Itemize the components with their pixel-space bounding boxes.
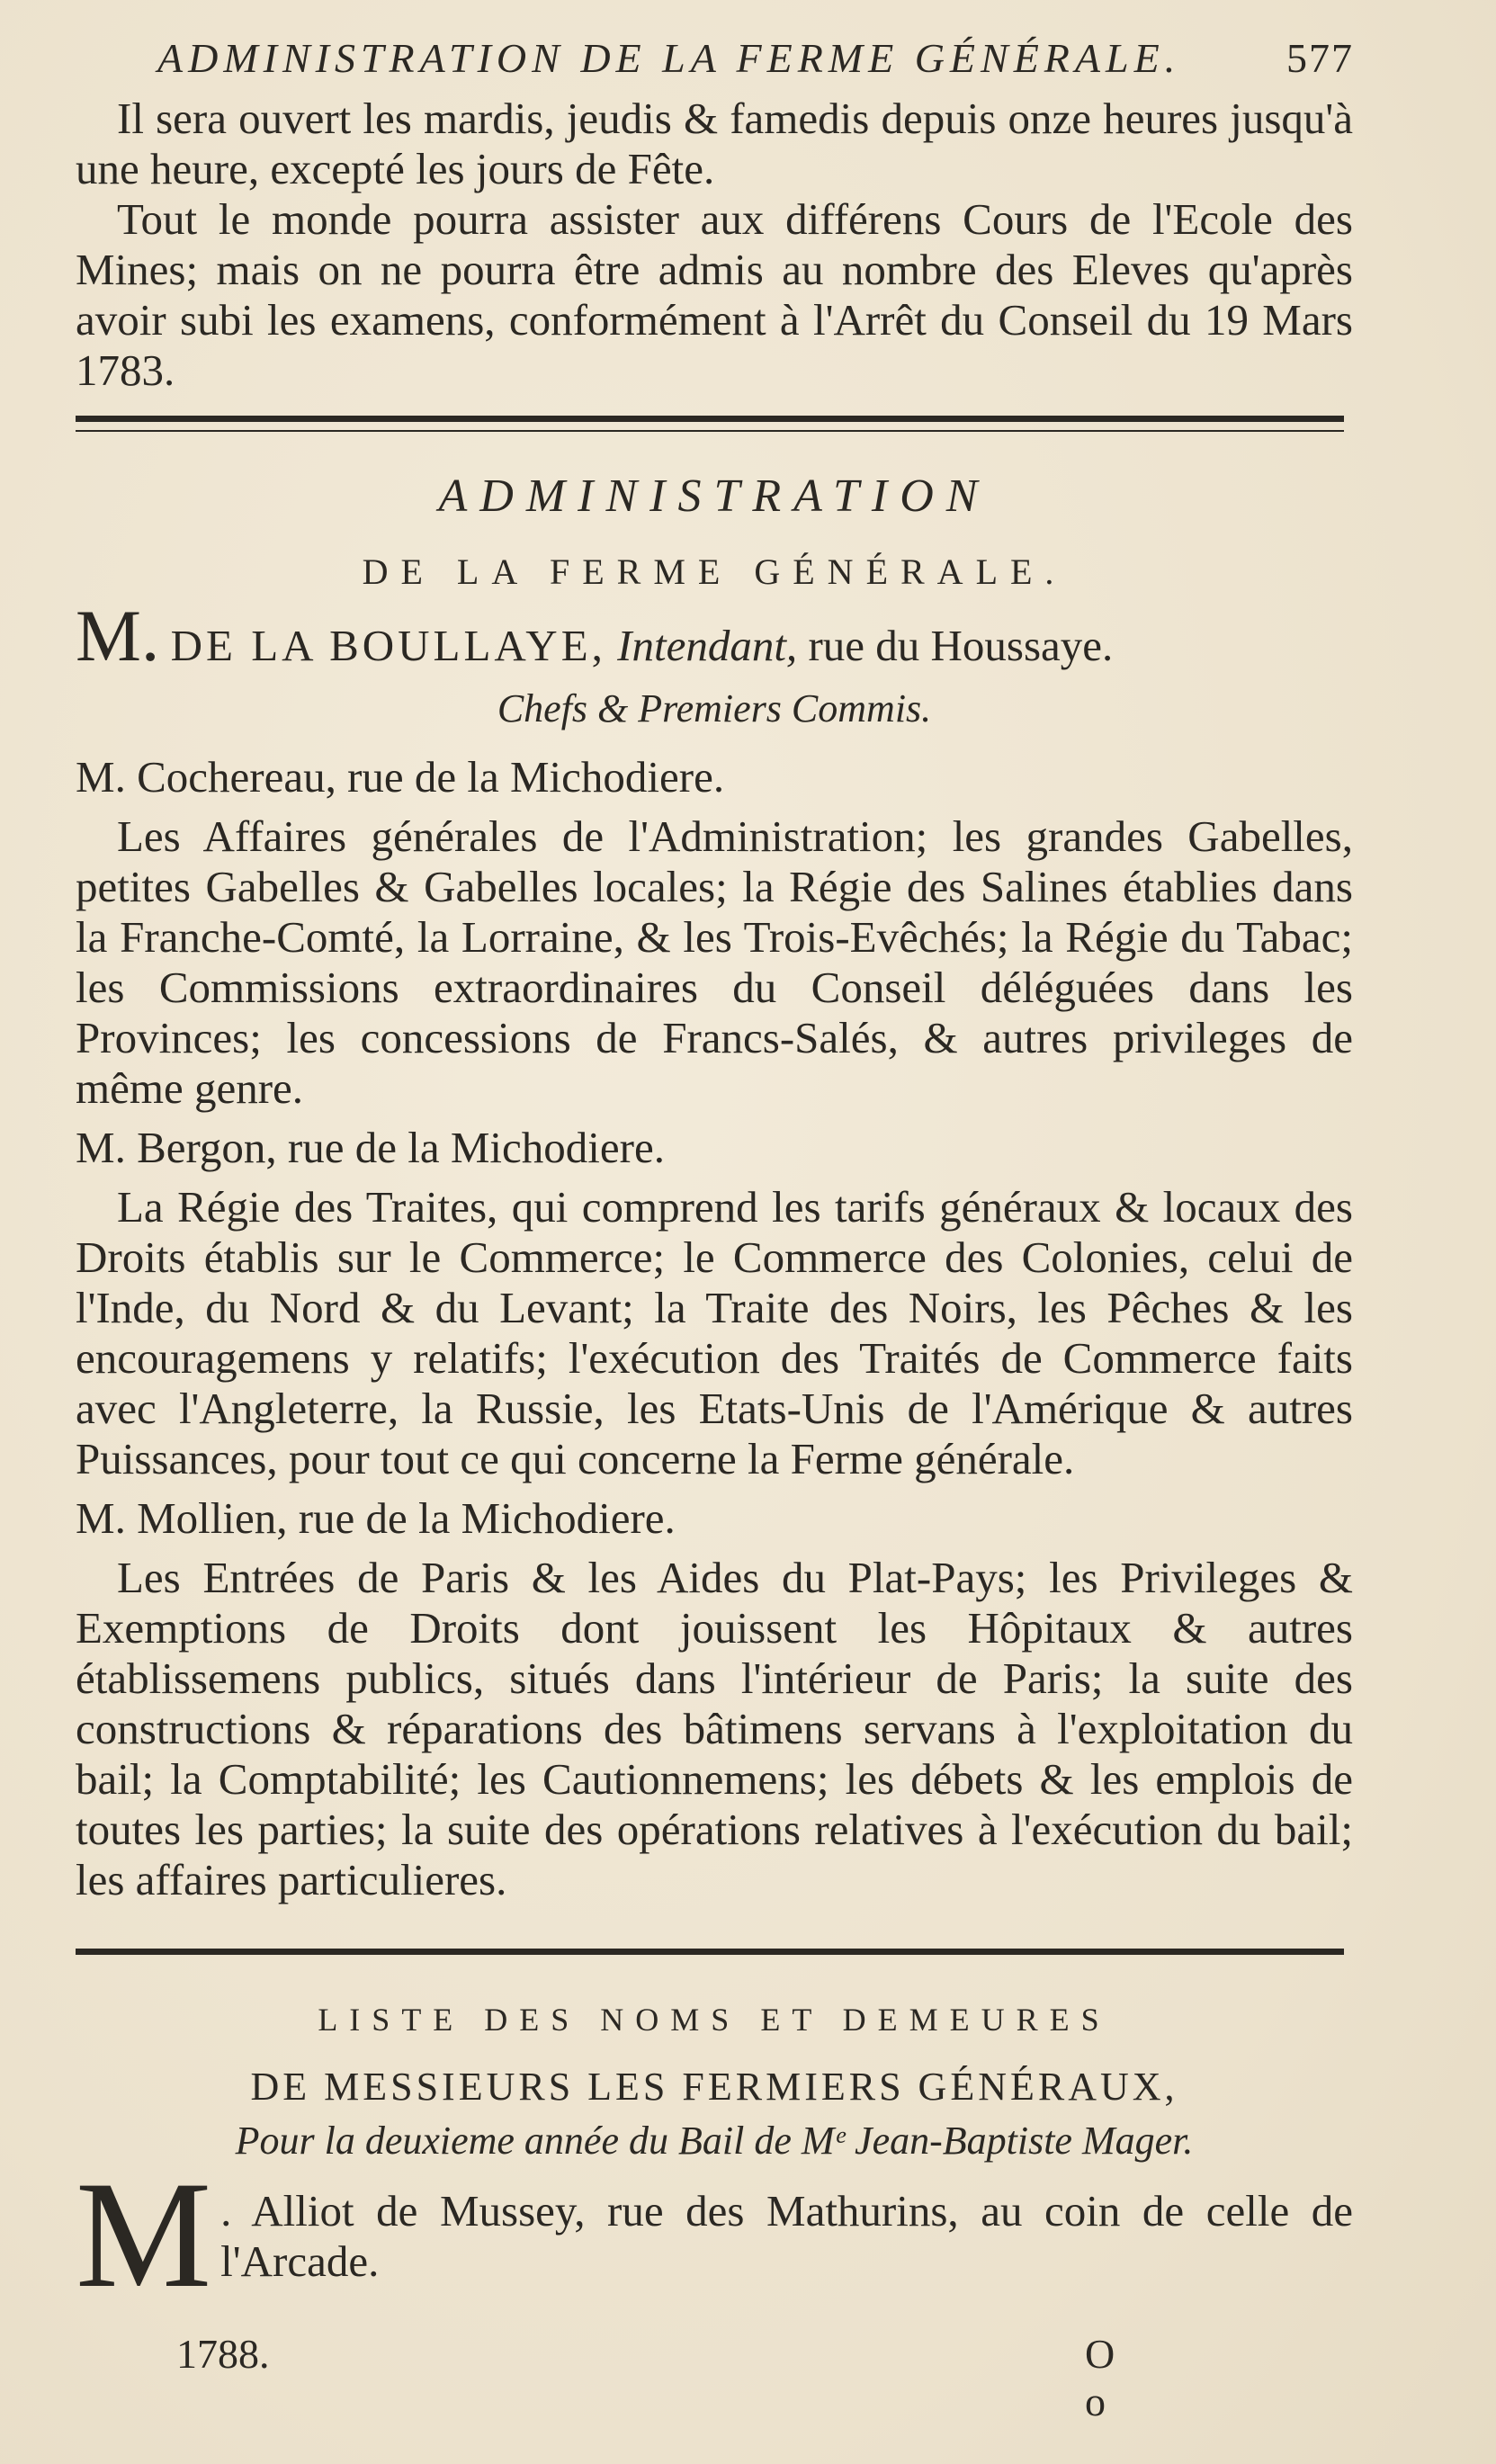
list-title-line2: DE MESSIEURS LES FERMIERS GÉNÉRAUX, (250, 2065, 1178, 2109)
entry-text-cochereau: Les Affaires générales de l'Administration; les grandes Gabelles, petites Gabelles & Gabelles locales; la Régie des Salines établies dans la Franche-Comté, la Lorraine, & les Trois-Evêchés; la Régie du Tabac; les Commissions extraordinaires du Conseil déléguées dans les Provinces; les concessions de Francs-Salés, & autres privileges de même genre. (76, 811, 1353, 1113)
entry-head-mollien: M. Mollien, rue de la Michodiere. (76, 1493, 676, 1543)
footer-year: 1788. (176, 2331, 270, 2377)
dropcap-m: M (76, 2150, 212, 2319)
intro-paragraph-hours: Il sera ouvert les mardis, jeudis & famedis depuis onze heures jusqu'à une heure, excepté les jours de Fête. (76, 94, 1353, 193)
entry-head-cochereau: M. Cochereau, rue de la Michodiere. (76, 752, 725, 802)
entry-head-bergon: M. Bergon, rue de la Michodiere. (76, 1123, 665, 1172)
intendant-role: Intendant, (617, 621, 798, 670)
intendant-m: M. (76, 595, 160, 676)
list-entry-alliot: . Alliot de Mussey, rue des Mathurins, au coin de celle de l'Arcade. (220, 2186, 1353, 2286)
intro-block (76, 94, 1353, 396)
list-title-line3: Pour la deuxieme année du Bail de Mᵉ Jean-Baptiste Mager. (235, 2119, 1194, 2163)
intendant-name: DE LA BOULLAYE, (170, 621, 606, 670)
chefs-heading: Chefs & Premiers Commis. (497, 686, 932, 730)
entry-text-bergon: La Régie des Traites, qui comprend les tarifs généraux & locaux des Droits établis sur le Commerce; le Commerce des Colonies, celui de l'Inde, du Nord & du Levant; la Traite des Noirs, les Pêches & les encouragemens y relatifs; l'exécution des Traités de Commerce faits avec l'Angleterre, la Russie, les Etats-Unis de l'Amérique & autres Puissances, pour tout ce qui concerne la Ferme générale. (76, 1182, 1353, 1483)
page-footer (176, 2330, 1166, 2424)
running-header (157, 34, 1354, 88)
page-number: 577 (1286, 35, 1354, 81)
section-title: ADMINISTRATION (438, 470, 990, 522)
intendant-address: rue du Houssaye. (808, 621, 1114, 670)
entry-text-mollien: Les Entrées de Paris & les Aides du Plat-Pays; les Privileges & Exemptions de Droits dont jouissent les Hôpitaux & autres établissemens publics, situés dans l'intérieur de Paris; la suite des constructions & réparations des bâtimens servans à l'exploitation du bail; la Comptabilité; les Cautionnemens; les débets & les emplois de toutes les parties; la suite des opérations relatives à l'exécution du bail; les affaires particulieres. (76, 1553, 1353, 1904)
intendant-line (76, 595, 1353, 682)
section-rule-thick (76, 416, 1344, 422)
entries-block (76, 752, 1353, 1905)
list-rule (76, 1949, 1344, 1955)
section-rule-thin (76, 430, 1344, 432)
section-subtitle: DE LA FERME GÉNÉRALE. (362, 551, 1067, 592)
footer-signature-mark: O o (1085, 2331, 1135, 2424)
list-title-line1: LISTE DES NOMS ET DEMEURES (318, 2002, 1111, 2038)
running-title: ADMINISTRATION DE LA FERME GÉNÉRALE. (157, 35, 1181, 81)
intro-paragraph-courses: Tout le monde pourra assister aux différens Cours de l'Ecole des Mines; mais on ne pourra être admis au nombre des Eleves qu'après avoir subi les examens, conformément à l'Arrêt du Conseil du 19 Mars 1783. (76, 194, 1353, 395)
list-first-entry (76, 2150, 1353, 2319)
